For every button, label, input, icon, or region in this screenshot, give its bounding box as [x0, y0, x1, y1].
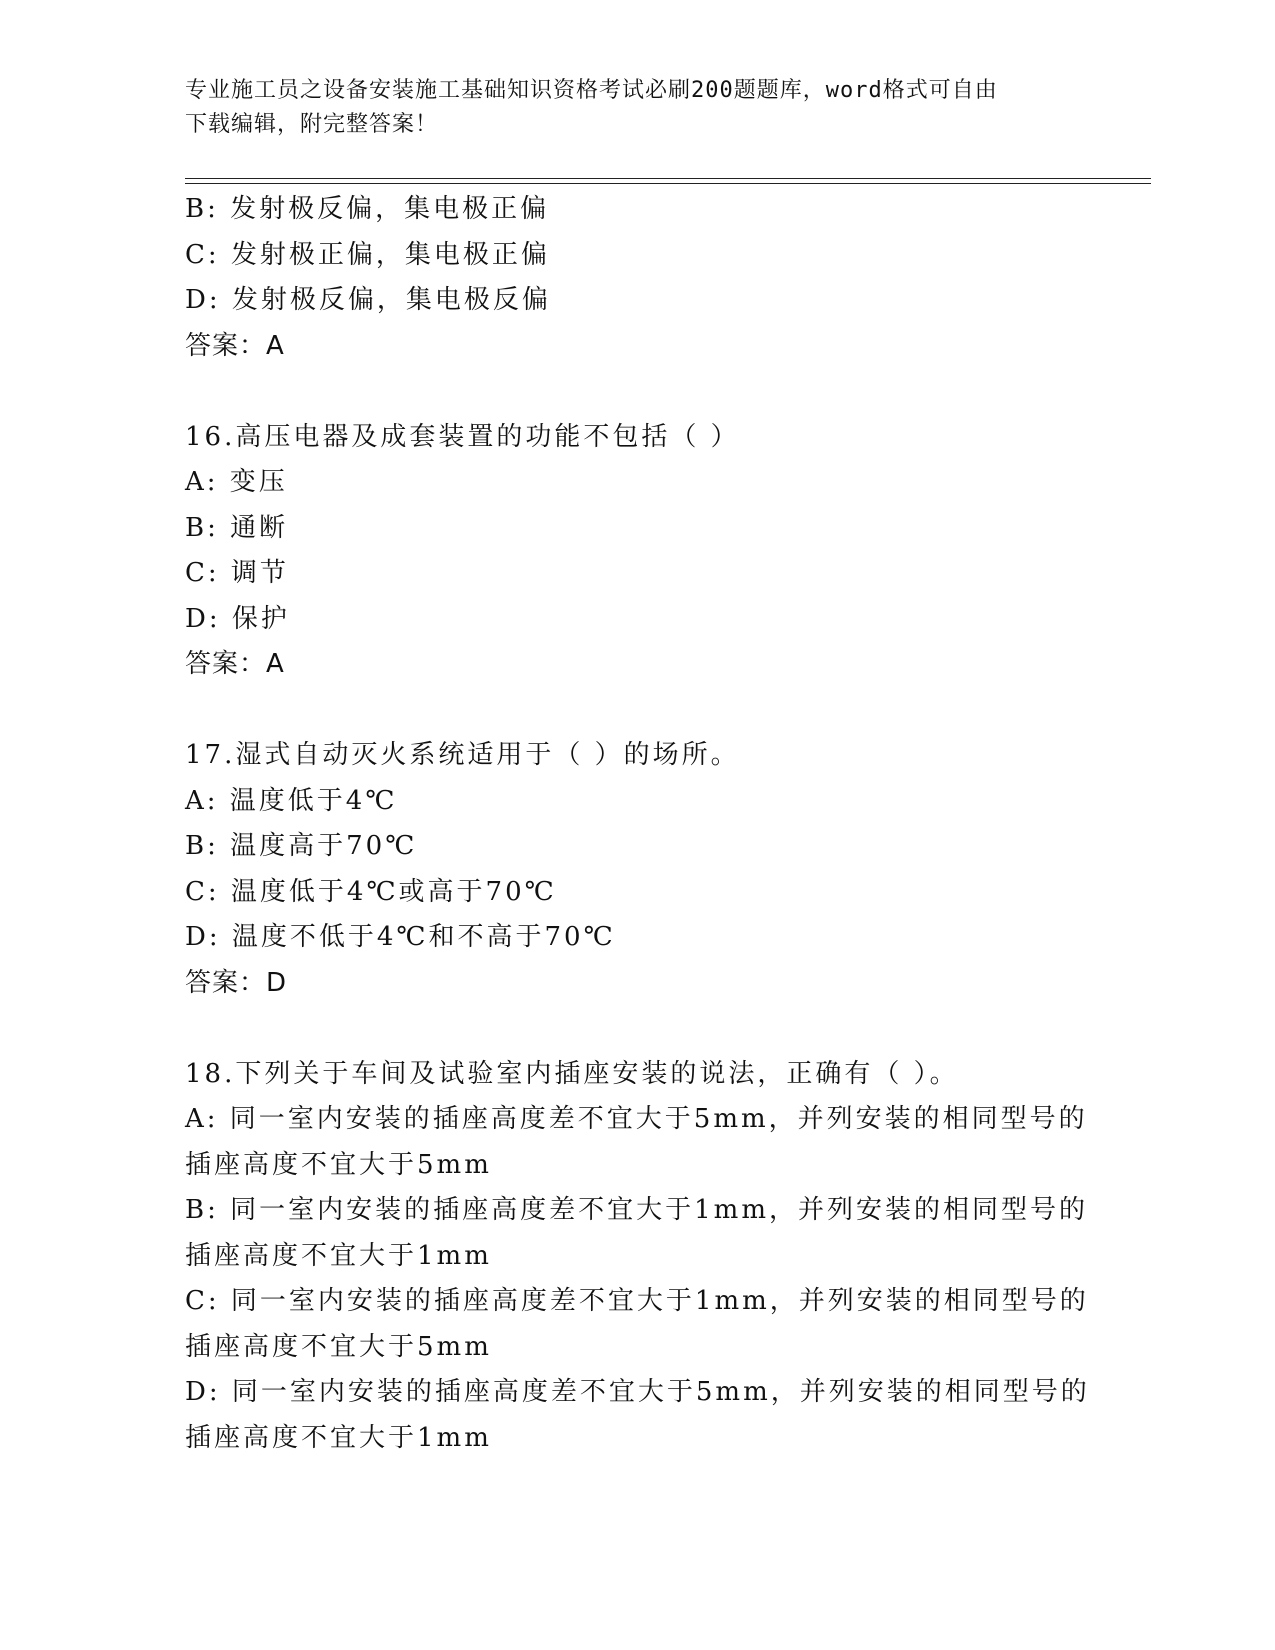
option-d-line-2: 插座高度不宜大于1mm [185, 1422, 492, 1453]
option-a-line-2: 插座高度不宜大于5mm [185, 1149, 492, 1180]
option-d-line-1: D: 同一室内安装的插座高度差不宜大于5mm，并列安装的相同型号的 [185, 1377, 1090, 1407]
option-d: D: 温度不低于4℃和不高于70℃ [185, 922, 616, 952]
option-c: C: 温度低于4℃或高于70℃ [185, 876, 557, 907]
question-text: 17.湿式自动灭火系统适用于（ ）的场所。 [185, 740, 740, 770]
header-divider-top [185, 178, 1151, 179]
header-line-1: 专业施工员之设备安装施工基础知识资格考试必刷200题题库，word格式可自由 [185, 78, 998, 103]
option-a-line-1: A: 同一室内安装的插座高度差不宜大于5mm，并列安装的相同型号的 [185, 1104, 1088, 1134]
option-b: B: 通断 [185, 512, 289, 543]
answer-line: 答案：A [185, 649, 285, 679]
option-b-line-1: B: 同一室内安装的插座高度差不宜大于1mm，并列安装的相同型号的 [185, 1195, 1088, 1225]
question-text: 18.下列关于车间及试验室内插座安装的说法，正确有（ ）。 [185, 1058, 959, 1089]
option-d: D: 发射极反偏，集电极反偏 [185, 285, 551, 315]
question-17 [185, 733, 1085, 1006]
option-c-line-1: C: 同一室内安装的插座高度差不宜大于1mm，并列安装的相同型号的 [185, 1286, 1089, 1316]
question-16 [185, 415, 1085, 688]
question-list [185, 187, 1090, 1461]
option-c: C: 发射极正偏，集电极正偏 [185, 239, 550, 270]
option-a: A: 变压 [185, 467, 288, 497]
document-header [185, 74, 1065, 142]
option-b-line-2: 插座高度不宜大于1mm [185, 1240, 492, 1271]
option-c-line-2: 插座高度不宜大于5mm [185, 1331, 492, 1362]
question-15-continued [185, 187, 1085, 369]
question-text: 16.高压电器及成套装置的功能不包括（ ） [185, 421, 740, 452]
spacer [185, 369, 1085, 415]
option-a: A: 温度低于4℃ [185, 785, 398, 816]
spacer [185, 688, 1085, 734]
question-18 [185, 1052, 1090, 1462]
option-b: B: 发射极反偏，集电极正偏 [185, 194, 550, 224]
header-divider-bottom [185, 183, 1151, 184]
header-line-2: 下载编辑，附完整答案！ [185, 112, 439, 137]
spacer [185, 1006, 1085, 1052]
option-d: D: 保护 [185, 603, 290, 634]
option-c: C: 调节 [185, 558, 289, 588]
answer-line: 答案：D [185, 967, 288, 998]
option-b: B: 温度高于70℃ [185, 831, 418, 861]
answer-line: 答案：A [185, 330, 285, 361]
